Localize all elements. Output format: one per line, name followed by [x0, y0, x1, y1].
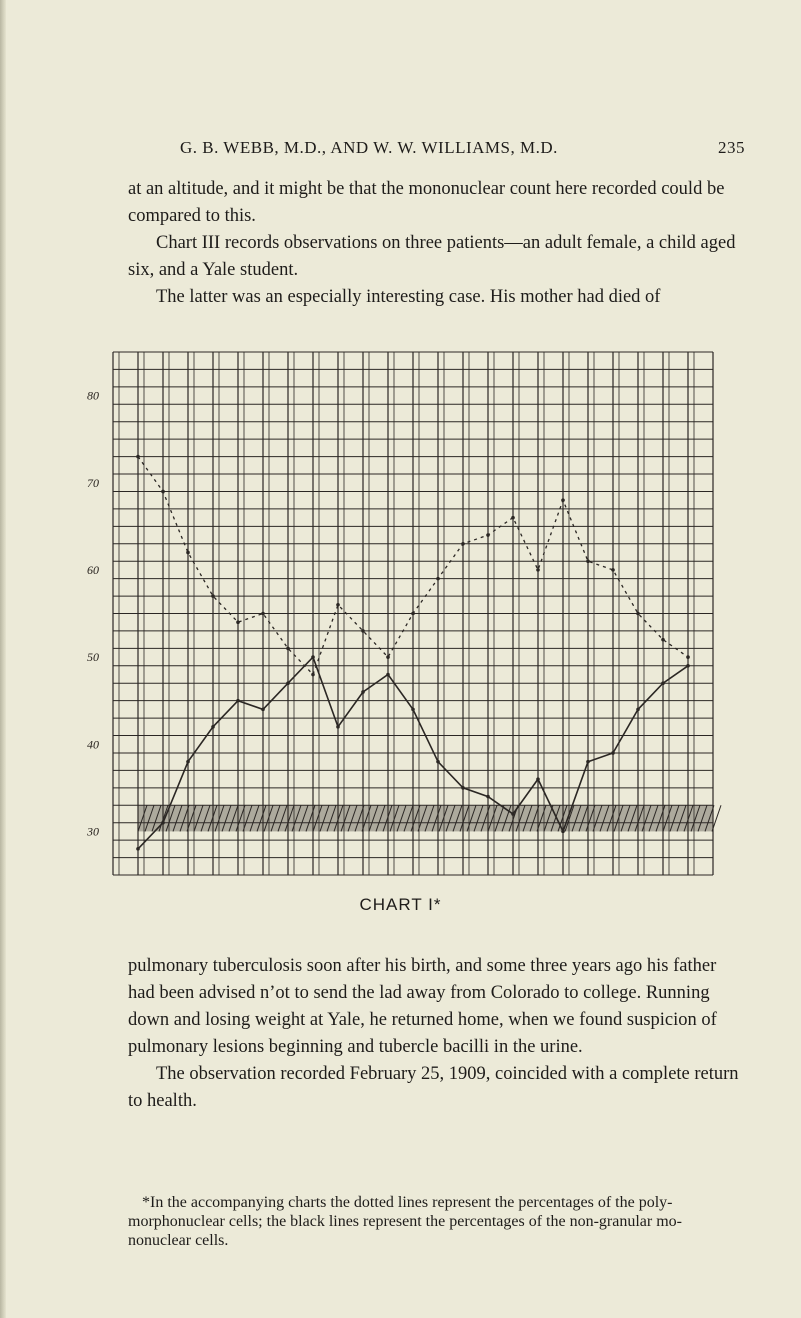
- chart-caption: CHART I*: [359, 895, 442, 914]
- chart-y-ticks: [86, 389, 99, 839]
- point-polymorphonuclear: [186, 551, 190, 555]
- point-polymorphonuclear: [486, 533, 490, 537]
- point-polymorphonuclear: [461, 542, 465, 546]
- point-polymorphonuclear: [261, 612, 265, 616]
- point-polymorphonuclear: [511, 516, 515, 520]
- point-mononuclear: [161, 821, 165, 825]
- point-mononuclear: [186, 760, 190, 764]
- chart-svg: [85, 340, 725, 885]
- y-tick-label: 70: [87, 475, 99, 490]
- point-mononuclear: [261, 708, 265, 712]
- point-polymorphonuclear: [561, 498, 565, 502]
- point-polymorphonuclear: [336, 603, 340, 607]
- y-tick-label: 80: [87, 388, 99, 403]
- point-mononuclear: [686, 664, 690, 668]
- point-mononuclear: [561, 830, 565, 834]
- point-polymorphonuclear: [686, 655, 690, 659]
- y-tick-label: 60: [87, 562, 99, 577]
- point-polymorphonuclear: [636, 612, 640, 616]
- point-mononuclear: [286, 681, 290, 685]
- point-mononuclear: [361, 690, 365, 694]
- point-polymorphonuclear: [386, 655, 390, 659]
- point-mononuclear: [486, 795, 490, 799]
- point-polymorphonuclear: [361, 629, 365, 633]
- point-polymorphonuclear: [536, 568, 540, 572]
- point-mononuclear: [511, 812, 515, 816]
- page-number: 235: [718, 138, 745, 157]
- point-mononuclear: [211, 725, 215, 729]
- point-mononuclear: [411, 708, 415, 712]
- point-mononuclear: [336, 725, 340, 729]
- point-mononuclear: [236, 699, 240, 703]
- paragraph-3: The latter was an especially interesting case. His mother had died of: [156, 287, 661, 307]
- paragraph-2: Chart III records observations on three patients—an adult female, a child aged six, and a Yale student.: [128, 233, 736, 280]
- page-edge: [0, 0, 6, 1318]
- point-mononuclear: [636, 708, 640, 712]
- chart-shaded-band: [138, 805, 721, 831]
- point-polymorphonuclear: [611, 568, 615, 572]
- point-polymorphonuclear: [411, 612, 415, 616]
- point-mononuclear: [461, 786, 465, 790]
- point-mononuclear: [311, 655, 315, 659]
- paragraph-1: at an altitude, and it might be that the mononuclear count here recorded could be compared to this.: [128, 179, 725, 226]
- point-mononuclear: [436, 760, 440, 764]
- running-head: G. B. WEBB, M.D., AND W. W. WILLIAMS, M.D.: [180, 138, 558, 157]
- point-mononuclear: [611, 751, 615, 755]
- point-polymorphonuclear: [286, 647, 290, 651]
- chart-figure: [85, 340, 725, 885]
- point-polymorphonuclear: [236, 620, 240, 624]
- point-mononuclear: [386, 673, 390, 677]
- point-mononuclear: [536, 777, 540, 781]
- footnote: *In the accompanying charts the dotted lines represent the percentages of the poly-morphonuclear cells; the black lines represent the percentages of the non-granular mo-nonuclear cells.: [128, 1194, 682, 1249]
- point-mononuclear: [586, 760, 590, 764]
- y-tick-label: 50: [87, 650, 99, 665]
- point-polymorphonuclear: [661, 638, 665, 642]
- paragraph-5: The observation recorded February 25, 1909, coincided with a complete return to health.: [128, 1064, 739, 1111]
- point-mononuclear: [661, 681, 665, 685]
- point-polymorphonuclear: [586, 559, 590, 563]
- point-polymorphonuclear: [311, 673, 315, 677]
- point-polymorphonuclear: [136, 455, 140, 459]
- y-tick-label: 40: [87, 737, 99, 752]
- point-polymorphonuclear: [211, 594, 215, 598]
- point-polymorphonuclear: [436, 577, 440, 581]
- point-mononuclear: [136, 847, 140, 851]
- y-tick-label: 30: [87, 824, 99, 839]
- paragraph-4: pulmonary tuberculosis soon after his birth, and some three years ago his father had been advised n’ot to send the lad away from Colorado to college. Running down and losing weight at Yale, he returned home, when we found suspicion of pulmonary lesions beginning and tubercle bacilli in the urine.: [128, 956, 717, 1057]
- point-polymorphonuclear: [161, 490, 165, 494]
